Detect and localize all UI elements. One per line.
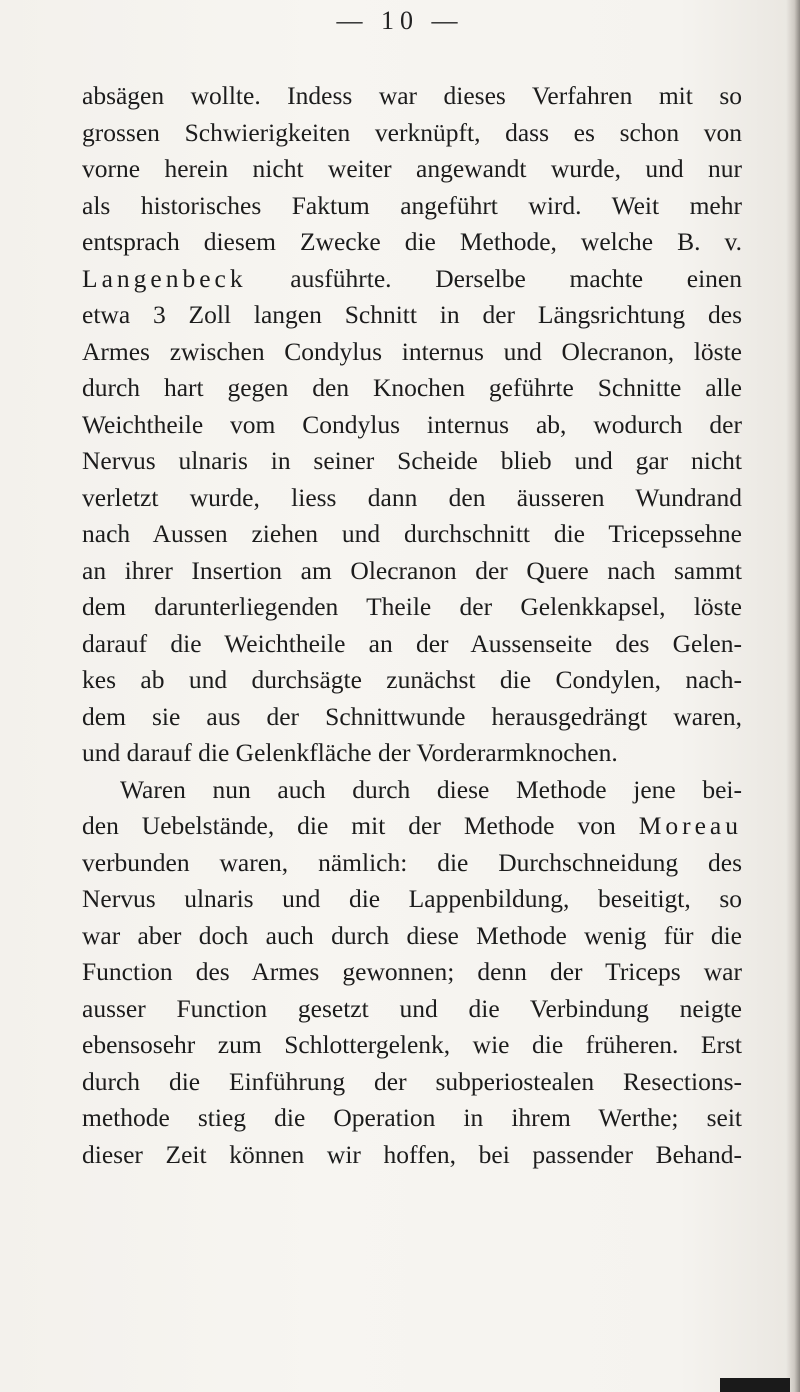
text-line: und darauf die Gelenkfläche der Vorderarmknochen. — [82, 738, 618, 767]
paragraph-2 — [82, 772, 742, 1174]
text-line: als historisches Faktum angeführt wird. Weit mehr — [82, 190, 742, 220]
text-line: grossen Schwierigkeiten verknüpft, dass es schon von — [82, 117, 742, 147]
text-line: kes ab und durchsägte zunächst die Condylen, nach- — [82, 665, 742, 694]
text-line: dem darunterliegenden Theile der Gelenkkapsel, löste — [82, 592, 742, 621]
text-line: darauf die Weichtheile an der Aussenseite des Gelen- — [82, 628, 742, 658]
text-line: Waren nun auch durch diese Methode jene bei- — [120, 774, 742, 804]
text-line: an ihrer Insertion am Olecranon der Quere nach sammt — [82, 555, 742, 585]
text-segment: ausführte. Derselbe machte einen — [246, 263, 742, 293]
text-line — [82, 808, 742, 845]
text-line — [82, 261, 742, 298]
text-line: ausser Function gesetzt und die Verbindung neigte — [82, 993, 742, 1023]
person-name: Moreau — [638, 811, 742, 840]
page-number: — 10 — — [336, 6, 464, 35]
text-line: Weichtheile vom Condylus internus ab, wodurch der — [82, 409, 742, 439]
text-line: durch hart gegen den Knochen geführte Schnitte alle — [82, 373, 742, 402]
text-line: absägen wollte. Indess war dieses Verfahren mit so — [82, 81, 742, 110]
text-line: vorne herein nicht weiter angewandt wurde, und nur — [82, 154, 742, 183]
text-line: entsprach diesem Zwecke die Methode, welche B. v. — [82, 227, 742, 256]
text-line: verbunden waren, nämlich: die Durchschneidung des — [82, 847, 742, 877]
text-line: verletzt wurde, liess dann den äusseren Wundrand — [82, 482, 742, 512]
text-line: methode stieg die Operation in ihrem Werthe; seit — [82, 1103, 742, 1132]
text-line: Function des Armes gewonnen; denn der Triceps war — [82, 957, 742, 986]
text-line: nach Aussen ziehen und durchschnitt die Tricepssehne — [82, 519, 742, 548]
page-edge-shadow — [786, 0, 800, 1392]
text-line: dieser Zeit können wir hoffen, bei passender Behand- — [82, 1139, 742, 1169]
text-line: Armes zwischen Condylus internus und Olecranon, löste — [82, 336, 742, 366]
text-line: ebensosehr zum Schlottergelenk, wie die früheren. Erst — [82, 1030, 742, 1059]
text-line: dem sie aus der Schnittwunde herausgedrängt waren, — [82, 701, 742, 731]
text-line: Nervus ulnaris und die Lappenbildung, beseitigt, so — [82, 884, 742, 913]
body-text — [82, 78, 742, 1173]
paragraph-1 — [82, 78, 742, 772]
person-name: Langenbeck — [82, 263, 247, 293]
scan-artifact — [720, 1378, 790, 1392]
text-line: war aber doch auch durch diese Methode wenig für die — [82, 920, 742, 950]
text-line: durch die Einführung der subperiostealen Resections- — [82, 1066, 742, 1096]
text-segment: den Uebelstände, die mit der Methode von — [82, 811, 639, 840]
text-line: Nervus ulnaris in seiner Scheide blieb und gar nicht — [82, 446, 742, 475]
text-line: etwa 3 Zoll langen Schnitt in der Längsrichtung des — [82, 300, 742, 329]
